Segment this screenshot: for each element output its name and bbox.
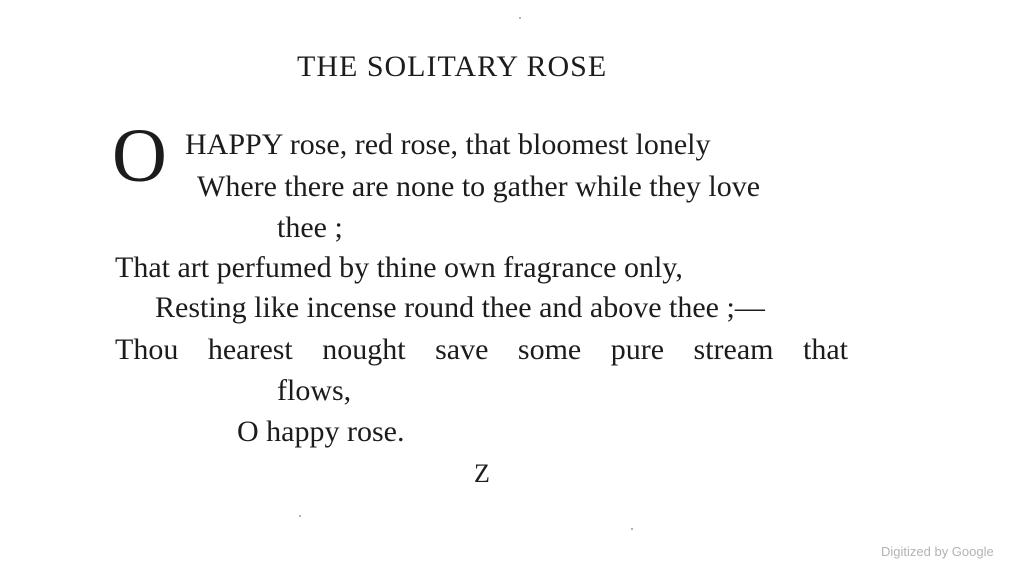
poem-line-2: Where there are none to gather while they love [197,170,761,203]
poem-line-1: HAPPY rose, red rose, that bloomest lonely [185,128,711,161]
poem-line-3: thee ; [277,211,343,244]
drop-cap: O [112,114,167,198]
digitization-watermark: Digitized by Google [881,544,994,559]
poem-line-6: Thou hearest nought save some pure stream that [115,333,848,366]
print-speck [299,515,301,517]
poem-line-4: That art perfumed by thine own fragrance only, [115,251,683,284]
poem-line-7: flows, [277,374,352,407]
poem-title: THE SOLITARY ROSE [297,50,608,83]
signature-mark: Z [474,459,490,488]
print-speck [631,528,633,530]
poem-line-5: Resting like incense round thee and above thee ;— [155,291,765,324]
print-speck [519,17,521,19]
poem-line-8: O happy rose. [237,415,405,448]
